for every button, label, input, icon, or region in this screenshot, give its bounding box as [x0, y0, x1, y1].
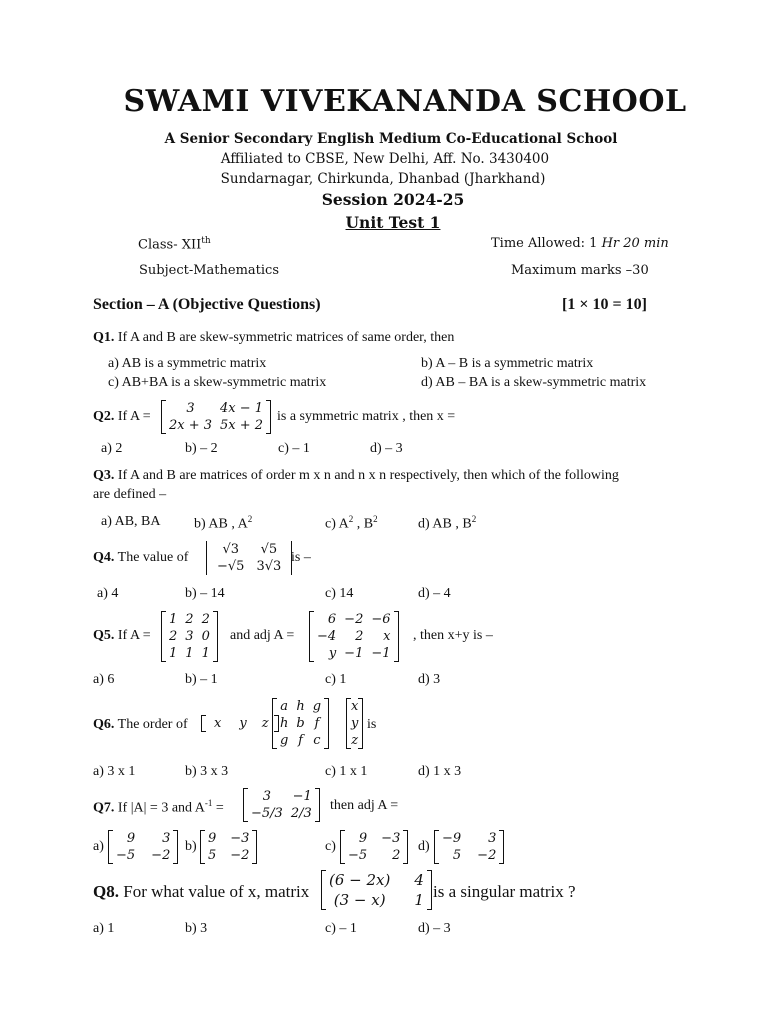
q4-option-c: c) 14	[325, 586, 354, 601]
q7-matrix-a: 9 3 −5 −2	[108, 830, 178, 864]
q7-text: then adj A =	[330, 798, 399, 813]
q6-option-d: d) 1 x 3	[418, 764, 462, 779]
q7-option-a: a)	[93, 839, 104, 854]
q4-text: is –	[291, 550, 311, 565]
q7-matrix-d: −9 3 5 −2	[434, 830, 504, 864]
question-1: Q1. If A and B are skew-symmetric matrices of same order, then	[93, 330, 455, 345]
question-5: Q5. If A =	[93, 628, 151, 643]
q2-option-d: d) – 3	[370, 441, 403, 456]
subject: Subject-Mathematics	[139, 263, 279, 278]
q7-option-b: b)	[185, 839, 197, 854]
q3-option-c: c) $A^2$ , $B^2$	[325, 514, 378, 532]
q6-text: is	[367, 717, 377, 732]
q1-option-c: c) AB+BA is a skew-symmetric matrix	[108, 375, 327, 390]
affiliation: Affiliated to CBSE, New Delhi, Aff. No. 3430400	[220, 151, 550, 167]
time-allowed: Time Allowed: 1 Hr 20 min	[491, 236, 669, 251]
q5-matrix-adj: 6 −2 −6 −4 2 x y −1 −1	[309, 611, 399, 662]
address: Sundarnagar, Chirkunda, Dhanbad (Jharkhand)	[220, 171, 546, 187]
q1-option-b: b) A – B is a symmetric matrix	[421, 356, 594, 371]
max-marks: Maximum marks –30	[511, 263, 649, 278]
class-info: Class- XIIth	[138, 236, 211, 253]
q7-option-d: d)	[418, 839, 430, 854]
q1-option-a: a) AB is a symmetric matrix	[108, 356, 267, 371]
q7-matrix-b: 9 −3 5 −2	[200, 830, 257, 864]
q8-text: is a singular matrix ?	[433, 882, 576, 901]
q2-option-c: c) – 1	[278, 441, 310, 456]
question-4: Q4. The value of	[93, 550, 189, 565]
school-tagline: A Senior Secondary English Medium Co-Educational School	[164, 131, 618, 147]
q5-matrix-a: 1 2 2 2 3 0 1 1 1	[161, 611, 218, 662]
q6-option-b: b) 3 x 3	[185, 764, 229, 779]
school-name: SWAMI VIVEKANANDA SCHOOL	[123, 84, 687, 119]
q6-row-vector: x y z	[201, 715, 279, 732]
q3-option-d: d) AB , $B^2$	[418, 514, 477, 532]
q2-matrix: 3 4x − 1 2x + 3 5x + 2	[161, 400, 271, 434]
q8-matrix: (6 − 2x) 4 (3 − x) 1	[321, 870, 432, 910]
question-2: Q2. If A =	[93, 409, 151, 424]
q3-option-a: a) AB, BA	[101, 514, 161, 529]
q7-matrix-c: 9 −3 −5 2	[340, 830, 408, 864]
q2-option-b: b) – 2	[185, 441, 218, 456]
q6-column-vector: x y z	[346, 698, 363, 749]
q8-option-c: c) – 1	[325, 921, 357, 936]
q5-option-a: a) 6	[93, 672, 115, 687]
q5-option-d: d) 3	[418, 672, 441, 687]
q6-option-c: c) 1 x 1	[325, 764, 368, 779]
test-title: Unit Test 1	[345, 213, 441, 232]
q6-option-a: a) 3 x 1	[93, 764, 136, 779]
q4-option-a: a) 4	[97, 586, 119, 601]
q5-adj-label: and adj A =	[230, 628, 295, 643]
q5-option-b: b) – 1	[185, 672, 218, 687]
section-title: Section – A (Objective Questions)	[93, 296, 321, 313]
q8-option-d: d) – 3	[418, 921, 451, 936]
q2-text: is a symmetric matrix , then x =	[277, 409, 456, 424]
q1-option-d: d) AB – BA is a skew-symmetric matrix	[421, 375, 647, 390]
q7-option-c: c)	[325, 839, 336, 854]
q6-matrix: a h g h b f g f c	[272, 698, 329, 749]
question-7: Q7. If |A| = 3 and $A^{-1}$ =	[93, 798, 224, 816]
question-6: Q6. The order of	[93, 717, 188, 732]
session: Session 2024-25	[321, 190, 465, 209]
q8-option-a: a) 1	[93, 921, 115, 936]
q4-option-d: d) – 4	[418, 586, 451, 601]
q7-matrix-inverse: 3 −1 −5/3 2/3	[243, 788, 320, 822]
q8-option-b: b) 3	[185, 921, 208, 936]
q4-determinant: √3 √5 −√5 3√3	[206, 541, 292, 575]
q5-text: , then x+y is –	[413, 628, 493, 643]
question-3-cont: are defined –	[93, 487, 167, 502]
q2-option-a: a) 2	[101, 441, 123, 456]
q4-option-b: b) – 14	[185, 586, 225, 601]
section-marks: [1 × 10 = 10]	[562, 296, 647, 313]
q3-option-b: b) AB , $A^2$	[194, 514, 253, 532]
question-3: Q3. If A and B are matrices of order m x n and n x n respectively, then which of the following	[93, 468, 619, 483]
q5-option-c: c) 1	[325, 672, 347, 687]
question-8: Q8. For what value of x, matrix	[93, 882, 310, 901]
